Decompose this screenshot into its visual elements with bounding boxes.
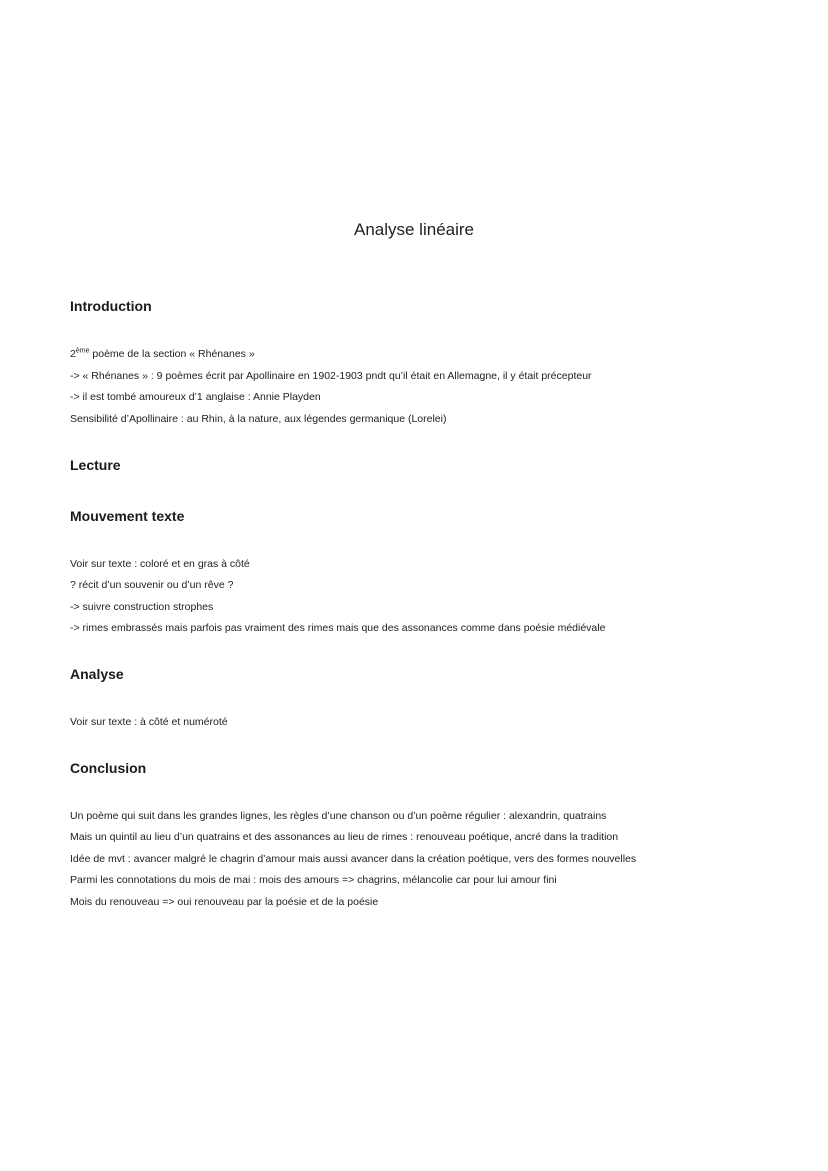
mouvement-line-4: -> rimes embrassés mais parfois pas vraiment des rimes mais que des assonances comme dans poésie médiévale: [70, 622, 606, 634]
heading-analyse: Analyse: [70, 666, 124, 682]
conclusion-line-1: Un poème qui suit dans les grandes lignes, les règles d’une chanson ou d’un poème régulier : alexandrin, quatrains: [70, 810, 607, 822]
mouvement-line-3: -> suivre construction strophes: [70, 601, 214, 613]
intro-line-1-text: poème de la section « Rhénanes »: [89, 348, 255, 360]
intro-line-2: -> « Rhénanes » : 9 poèmes écrit par Apollinaire en 1902-1903 pndt qu’il était en Allemagne, il y était précepteur: [70, 370, 592, 382]
heading-conclusion: Conclusion: [70, 760, 147, 776]
conclusion-line-4: Parmi les connotations du mois de mai : mois des amours => chagrins, mélancolie car pour lui amour fini: [70, 874, 557, 886]
conclusion-line-3: Idée de mvt : avancer malgré le chagrin d’amour mais aussi avancer dans la création poétique, vers des formes nouvelles: [70, 853, 637, 865]
intro-line-3: -> il est tombé amoureux d’1 anglaise : Annie Playden: [70, 391, 321, 403]
mouvement-line-1: Voir sur texte : coloré et en gras à côté: [70, 558, 250, 570]
heading-introduction: Introduction: [70, 298, 152, 314]
heading-lecture: Lecture: [70, 457, 121, 473]
intro-line-1-superscript: ème: [75, 347, 90, 355]
analyse-line-1: Voir sur texte : à côté et numéroté: [70, 716, 228, 728]
mouvement-line-2: ? récit d’un souvenir ou d’un rêve ?: [70, 579, 234, 591]
conclusion-line-2: Mais un quintil au lieu d’un quatrains et des assonances au lieu de rimes : renouveau poétique, ancré dans la tradition: [70, 831, 619, 843]
intro-line-1: [70, 348, 255, 360]
intro-line-1-number: 2: [70, 348, 76, 360]
conclusion-line-5: Mois du renouveau => oui renouveau par la poésie et de la poésie: [70, 896, 379, 908]
document-title: Analyse linéaire: [353, 220, 474, 239]
intro-line-4: Sensibilité d’Apollinaire : au Rhin, à la nature, aux légendes germanique (Lorelei): [70, 413, 447, 425]
heading-mouvement-texte: Mouvement texte: [70, 508, 185, 524]
